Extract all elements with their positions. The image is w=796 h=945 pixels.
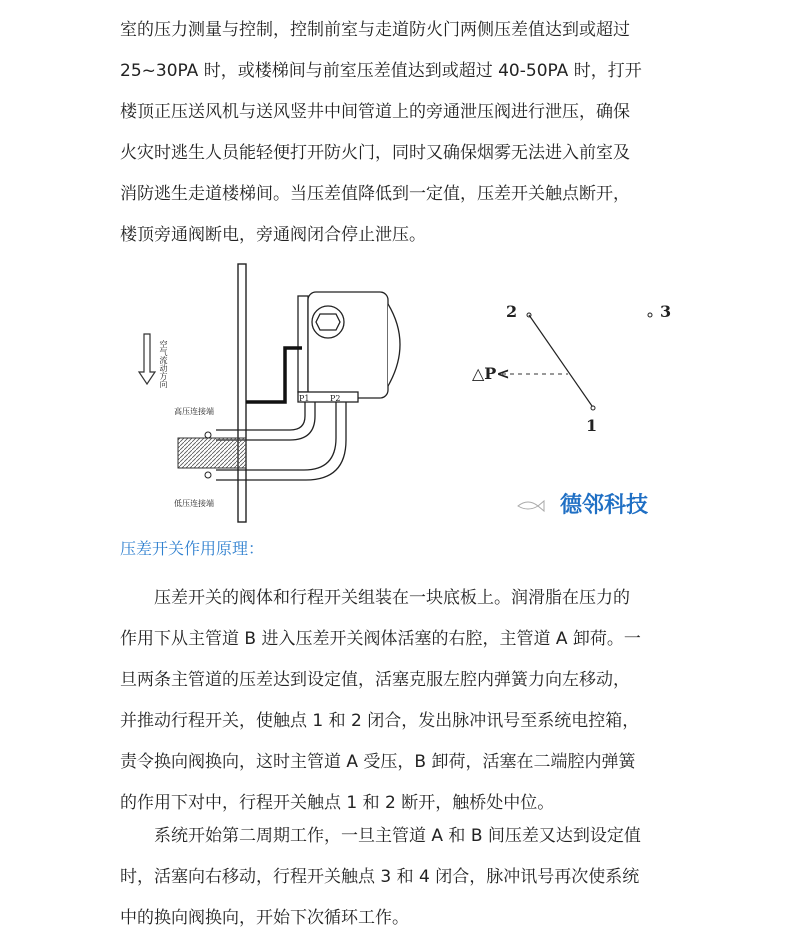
text-line: 室的压力测量与控制，控制前室与走道防火门两侧压差值达到或超过 xyxy=(120,20,630,40)
hatched-wall-section xyxy=(178,438,246,468)
high-pressure-pipe xyxy=(216,402,315,440)
intro-paragraph xyxy=(120,10,680,256)
low-port-marker xyxy=(205,472,211,478)
pressure-switch-figure xyxy=(120,258,680,526)
port2-label: P2 xyxy=(330,394,341,403)
mounting-bracket xyxy=(246,348,302,402)
figure-drawing xyxy=(120,258,680,526)
port1-label: P1 xyxy=(299,394,310,403)
watermark-text: 德邻科技 xyxy=(560,493,649,518)
text-line: 并推动行程开关，使触点 1 和 2 闭合，发出脉冲讯号至系统电控箱， xyxy=(120,711,640,731)
text-line: 旦两条主管道的压差达到设定值，活塞克服左腔内弹簧力向左移动， xyxy=(120,670,630,690)
high-port-marker xyxy=(205,432,211,438)
text-line: 消防逃生走道楼梯间。当压差值降低到一定值，压差开关触点断开， xyxy=(120,184,630,204)
low-port-label: 低压连接端 xyxy=(174,499,214,508)
text-line: 楼顶旁通阀断电，旁通阀闭合停止泄压。 xyxy=(120,225,426,245)
contact-1-label: 1 xyxy=(586,416,598,435)
text-line: 责令换向阀换向，这时主管道 A 受压，B 卸荷，活塞在二端腔内弹簧 xyxy=(120,752,636,772)
text-line: 火灾时逃生人员能轻便打开防火门，同时又确保烟雾无法进入前室及 xyxy=(120,143,630,163)
wall-line xyxy=(238,264,246,522)
text-line: 的作用下对中，行程开关触点 1 和 2 断开，触桥处中位。 xyxy=(120,793,555,813)
text-line: 作用下从主管道 B 进入压差开关阀体活塞的右腔，主管道 A 卸荷。一 xyxy=(120,629,641,649)
airflow-label: 空气流动方向 xyxy=(159,340,168,388)
cycle-paragraph xyxy=(120,816,680,939)
airflow-arrow-icon xyxy=(139,334,155,384)
text-line: 楼顶正压送风机与送风竖井中间管道上的旁通泄压阀进行泄压，确保 xyxy=(120,102,630,122)
text-line: 系统开始第二周期工作，一旦主管道 A 和 B 间压差又达到设定值 xyxy=(154,826,641,846)
contact-2-label: 2 xyxy=(506,302,518,321)
delta-p-label: △P< xyxy=(472,364,510,383)
text-line: 25~30PA 时，或楼梯间与前室压差值达到或超过 40-50PA 时，打开 xyxy=(120,61,642,81)
principle-paragraph xyxy=(120,578,680,824)
text-line: 时，活塞向右移动，行程开关触点 3 和 4 闭合，脉冲讯号再次使系统 xyxy=(120,867,640,887)
text-line: 中的换向阀换向，开始下次循环工作。 xyxy=(120,908,409,928)
text-line: 压差开关的阀体和行程开关组装在一块底板上。润滑脂在压力的 xyxy=(154,588,630,608)
switch-schematic xyxy=(502,313,652,410)
pressure-switch-body xyxy=(298,292,400,402)
contact-3-label: 3 xyxy=(660,302,672,321)
section-heading: 压差开关作用原理： xyxy=(120,539,265,558)
high-port-label: 高压连接端 xyxy=(174,407,214,416)
fish-logo-icon xyxy=(518,501,544,511)
